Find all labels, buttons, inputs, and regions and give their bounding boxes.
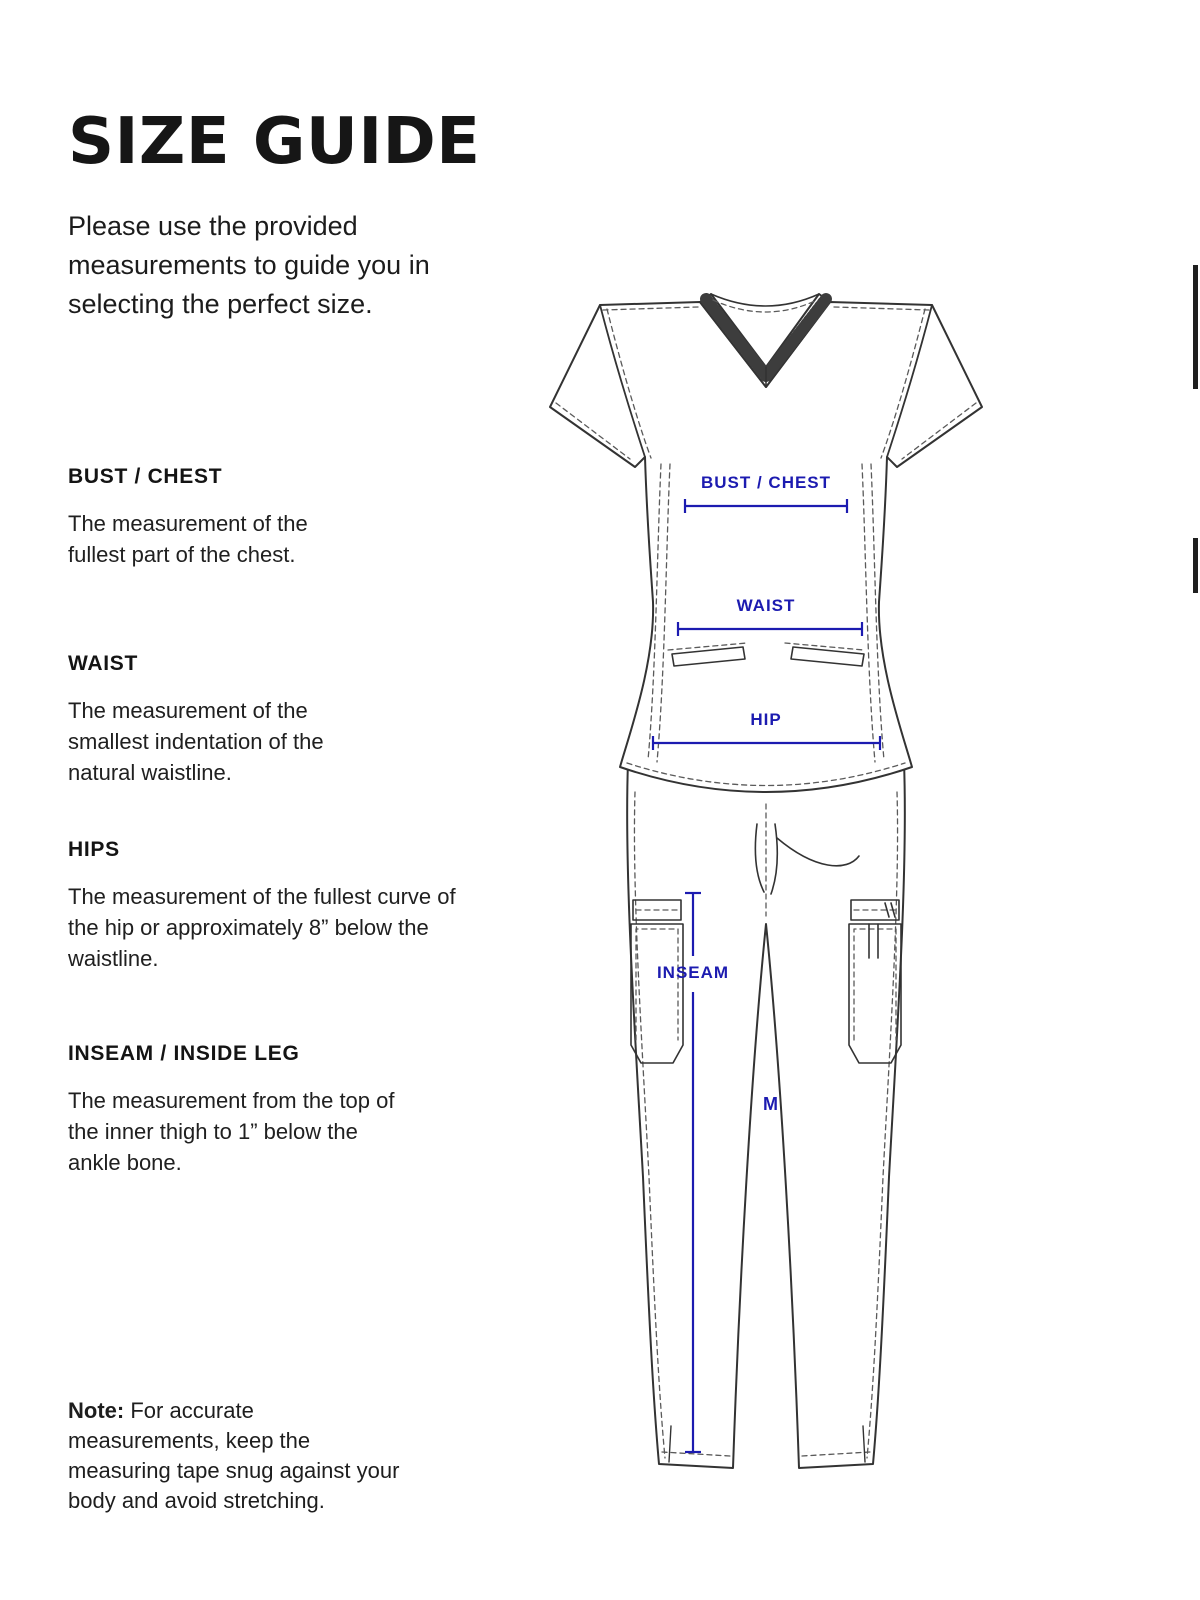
inseam-measure-label: INSEAM — [656, 963, 730, 982]
hip-measure-label: HIP — [750, 710, 782, 729]
scrub-pants-drawing — [627, 762, 905, 1468]
section-body-waist: The measurement of the smallest indentation of the natural waistline. — [68, 698, 324, 785]
note-text — [68, 1396, 400, 1516]
note-body: For accurate measurements, keep the measuring tape snug against your body and avoid stretching. — [68, 1398, 400, 1513]
right-edge-mark-top — [1193, 265, 1198, 389]
right-edge-mark-bottom — [1193, 538, 1198, 593]
waist-measure-label: WAIST — [736, 596, 796, 615]
section-heading-bust: BUST / CHEST — [68, 465, 223, 489]
section-heading-inseam: INSEAM / INSIDE LEG — [68, 1042, 300, 1066]
note-label: Note: — [68, 1398, 125, 1423]
section-body-inseam: The measurement from the top of the inner thigh to 1” below the ankle bone. — [68, 1088, 395, 1175]
size-marker-label: M — [763, 1094, 779, 1114]
intro-text: Please use the provided measurements to guide you in selecting the perfect size. — [68, 211, 430, 319]
section-body-bust: The measurement of the fullest part of the chest. — [68, 511, 308, 567]
section-heading-hips: HIPS — [68, 838, 120, 862]
size-diagram — [535, 272, 1005, 1532]
section-body-hips: The measurement of the fullest curve of the hip or approximately 8” below the waistline. — [68, 884, 456, 971]
section-heading-waist: WAIST — [68, 652, 138, 676]
bust-measure-label: BUST / CHEST — [700, 473, 832, 492]
page-title: SIZE GUIDE — [68, 104, 481, 179]
